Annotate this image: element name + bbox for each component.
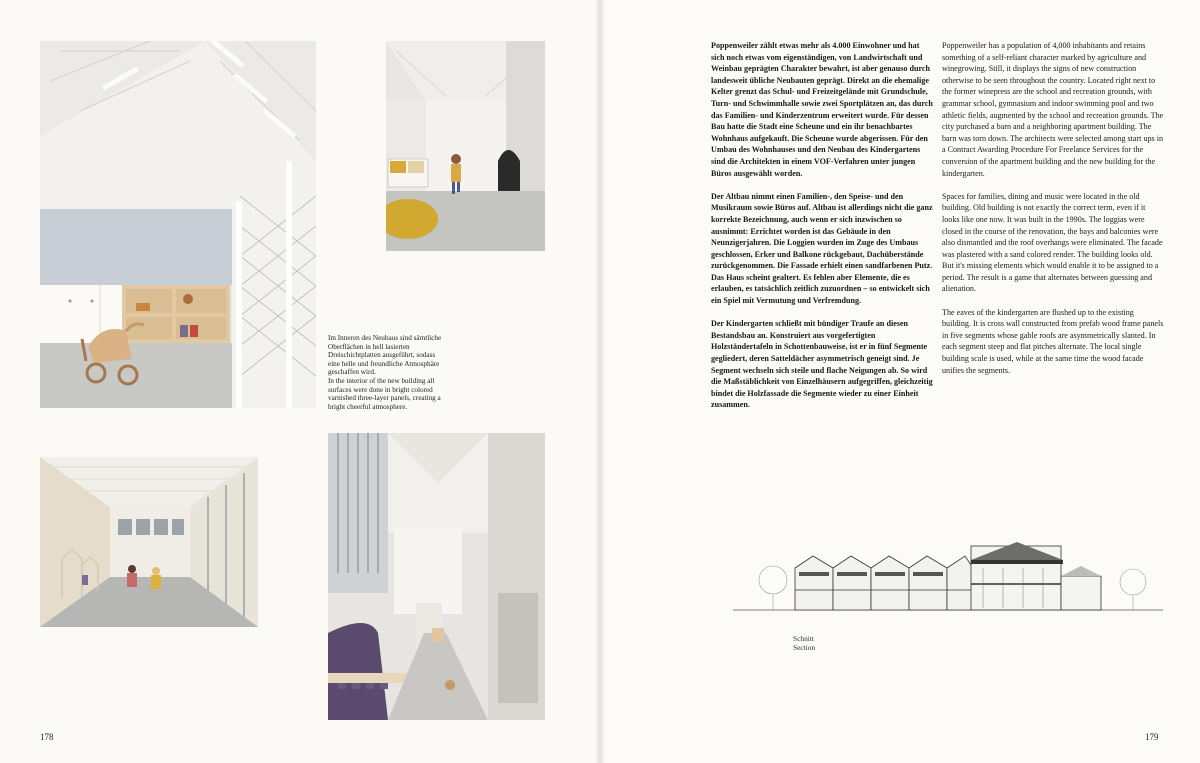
english-paragraph: Poppenweiler has a population of 4,000 inhabitants and retains something of a self-reliant character marked by agriculture and winegrowing. Still, it displays the signs of new construction otherwise to be seen throughout the country. Located right next to the former winepress are the school and recreation grounds, with grammar school, gymnasium and indoor swimming pool and two athletic fields, augmented by the school and recreation grounds. The city purchased a barn and a neighboring apartment building. The barn was torn down. The architects were selected among start ups in a Contract Awarding Procedure For Freelance Services for the conversion of the apartment building and the new building for the kindergarten.: [942, 41, 1164, 178]
section-label-german: Schnitt: [793, 634, 814, 643]
english-paragraph: The eaves of the kindergarten are flushed up to the existing building. It is cross wall constructed from prefab wood frame panels in five segments whose gable roofs are asymmetrically slanted. In each segment steep and flat pitches alternate. The local single building scale is used, while at the same time the wood facade unifies the segments.: [942, 307, 1164, 375]
corridor-illustration: [386, 41, 545, 251]
german-paragraph: Poppenweiler zählt etwas mehr als 4.000 Einwohner und hat sich noch etwas vom eigenständigen, von Landwirtschaft und Weinbau geprägten Charakter bewahrt, ist aber genauso durch landesweit übliche Neubauten geprägt. Direkt an die ehemalige Kelter grenzt das Schul- und Freizeitgelände mit Grundschule, Turn- und Schwimmhalle sowie zwei Sportplätzen an, das durch das Familien- und Kinderzentrum erweitert wurde. Für dessen Bau hatte die Stadt eine Scheune und ein ihr benachbartes Wohnhaus aufgekauft. Die Scheune wurde abgerissen. Für den Umbau des Wohnhauses und den Neubau des Kindergartens sind die Architekten in einem VOF-Verfahren unter jungen Büros ausgewählt worden.: [711, 41, 933, 178]
section-drawing: [733, 540, 1163, 625]
atrium-illustration: [328, 433, 545, 720]
section-caption: [793, 634, 815, 652]
caption-german: Im Inneren des Neubaus sind sämtliche Oberflächen in hell lasierten Dreischichtplatten ausgeführt, sodass eine helle und freundliche Atmosphäre geschaffen wird.: [328, 334, 442, 377]
german-text-column: [711, 40, 933, 423]
photo-attic-playroom: [40, 41, 316, 408]
page-number-right: 179: [1145, 732, 1159, 742]
caption-english: In the interior of the new building all surfaces were done in bright colored varnished three-layer panels, creating a bright cheerful atmosphere.: [328, 376, 441, 411]
english-paragraph: Spaces for families, dining and music were located in the old building. Old building is not exactly the correct term, even if it looks like one now. It was built in the 1990s. The loggias were closed in the course of the renovation, the bays and balconies were also dismantled and the roof overhangs were eliminated. The facade was plastered with a sand colored render. The building looks old. But it's missing elements which would enable it to be assigned to a period. The result is a game that alternates between guessing and alienation.: [942, 191, 1163, 294]
german-paragraph: Der Altbau nimmt einen Familien-, den Speise- und den Musikraum sowie Büros auf. Altbau ist allerdings nicht die ganz korrekte Bezeichnung, auch wenn er sich inzwischen so ausnimmt: Errichtet worden ist das Gebäude in den Neunzigerjahren. Die Loggien wurden im Zuge des Umbaus geschlossen, Erker und Balkone rückgebaut, Dachüberstände zurückgenommen. Die Fassade erhielt einen sandfarbenen Putz. Das Haus scheint gealtert. Es fehlen aber Elemente, die es erlauben, es tatsächlich zeitlich zuzuordnen – so entwickelt sich ein Spiel mit Vermutung und Verfremdung.: [711, 191, 933, 306]
photo-corridor-child-running: [386, 41, 545, 251]
photo-atrium-hallway: [328, 433, 545, 720]
building-section-illustration: [733, 540, 1163, 625]
german-paragraph: Der Kindergarten schließt mit bündiger Traufe an diesen Bestandsbau an. Konstruiert aus vorgefertigten Holzständertafeln in Schottenbauweise, ist er in fünf Segmente gegliedert, deren Satteldächer asymmetrisch geneigt sind. Je Segment wechseln sich steile und flache Neigungen ab. So wird die Maßstäblichkeit von Einzelhäusern aufgegriffen, gleichzeitig bindet die Holzfassade die Segmente wieder zu einer Einheit zusammen.: [711, 319, 933, 410]
book-gutter: [596, 0, 604, 763]
photo-playroom-children: [40, 457, 258, 627]
page-number-left: 178: [40, 732, 54, 742]
photo-caption: [328, 334, 446, 411]
english-text-column: [942, 40, 1164, 388]
attic-playroom-illustration: [40, 41, 316, 408]
section-label-english: Section: [793, 643, 816, 652]
playroom-illustration: [40, 457, 258, 627]
